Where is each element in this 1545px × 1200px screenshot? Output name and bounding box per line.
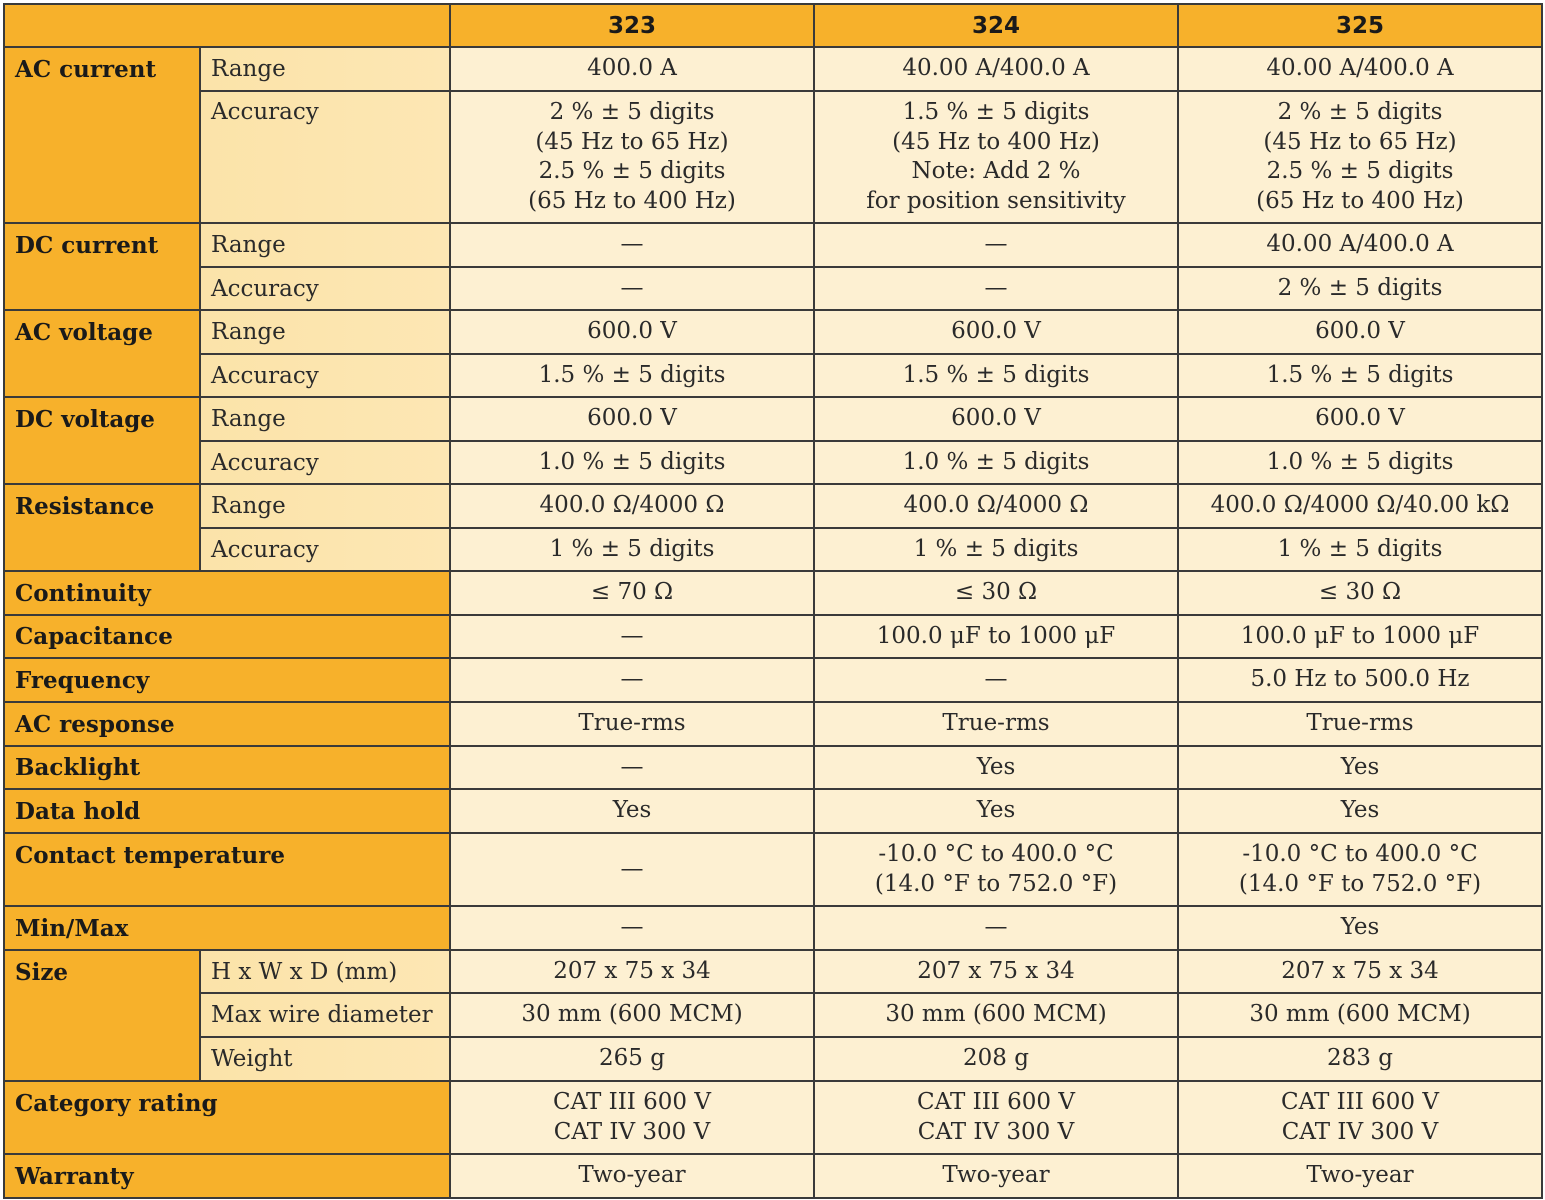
category-data-hold: Data hold bbox=[4, 789, 450, 833]
category-frequency: Frequency bbox=[4, 658, 450, 702]
table-row bbox=[4, 833, 1542, 906]
value-cell bbox=[450, 833, 814, 906]
table-row bbox=[4, 397, 1542, 441]
table-row bbox=[4, 950, 1542, 993]
value-cell: 600.0 V bbox=[814, 397, 1178, 441]
value-cell: — bbox=[814, 658, 1178, 702]
value-cell: 100.0 μF to 1000 μF bbox=[814, 615, 1178, 658]
table-row bbox=[4, 354, 1542, 397]
table-row bbox=[4, 267, 1542, 310]
value-cell: 1 % ± 5 digits bbox=[450, 528, 814, 571]
value-cell bbox=[1178, 833, 1542, 906]
sub-label-range: Range bbox=[200, 47, 450, 91]
table-row bbox=[4, 1037, 1542, 1081]
value-cell: 40.00 A/400.0 A bbox=[1178, 47, 1542, 91]
sub-label-range: Range bbox=[200, 223, 450, 267]
value-cell: 1.0 % ± 5 digits bbox=[450, 441, 814, 484]
value-line: for position sensitivity bbox=[866, 187, 1126, 214]
table-row bbox=[4, 615, 1542, 658]
category-dc-current: DC current bbox=[4, 223, 200, 310]
table-row bbox=[4, 658, 1542, 702]
value-cell: Yes bbox=[1178, 906, 1542, 950]
value-cell: 207 x 75 x 34 bbox=[450, 950, 814, 993]
value-line: -10.0 °C to 400.0 °C bbox=[1242, 841, 1478, 867]
value-cell: — bbox=[450, 746, 814, 789]
sub-label-accuracy: Accuracy bbox=[200, 528, 450, 571]
category-category-rating: Category rating bbox=[4, 1081, 450, 1154]
header-blank-cell bbox=[4, 4, 450, 47]
value-cell: Two-year bbox=[450, 1154, 814, 1198]
value-cell: 400.0 A bbox=[450, 47, 814, 91]
value-line: CAT IV 300 V bbox=[1281, 1118, 1439, 1145]
value-cell: Yes bbox=[450, 789, 814, 833]
value-line: CAT III 600 V bbox=[917, 1089, 1075, 1115]
category-ac-response: AC response bbox=[4, 702, 450, 746]
table-row bbox=[4, 528, 1542, 571]
value-cell: ≤ 30 Ω bbox=[814, 571, 1178, 615]
model-325-header: 325 bbox=[1178, 4, 1542, 47]
value-cell: — bbox=[450, 658, 814, 702]
sub-label-weight: Weight bbox=[200, 1037, 450, 1081]
value-cell: 1 % ± 5 digits bbox=[814, 528, 1178, 571]
value-cell bbox=[450, 91, 814, 223]
value-line: 2 % ± 5 digits bbox=[549, 99, 715, 125]
value-cell: 1 % ± 5 digits bbox=[1178, 528, 1542, 571]
value-cell bbox=[1178, 1081, 1542, 1154]
sub-label-accuracy: Accuracy bbox=[200, 267, 450, 310]
value-cell: 400.0 Ω/4000 Ω bbox=[814, 484, 1178, 528]
value-cell: — bbox=[450, 615, 814, 658]
value-cell: 600.0 V bbox=[1178, 310, 1542, 354]
value-cell: 1.0 % ± 5 digits bbox=[814, 441, 1178, 484]
table-row bbox=[4, 993, 1542, 1037]
sub-label-range: Range bbox=[200, 484, 450, 528]
value-line: (14.0 °F to 752.0 °F) bbox=[874, 870, 1118, 897]
table-row bbox=[4, 1154, 1542, 1198]
value-cell bbox=[450, 1081, 814, 1154]
category-ac-current: AC current bbox=[4, 47, 200, 223]
value-line: — bbox=[620, 855, 644, 882]
value-cell: 100.0 μF to 1000 μF bbox=[1178, 615, 1542, 658]
value-cell: 400.0 Ω/4000 Ω/40.00 kΩ bbox=[1178, 484, 1542, 528]
value-cell: 283 g bbox=[1178, 1037, 1542, 1081]
value-cell: 1.5 % ± 5 digits bbox=[814, 354, 1178, 397]
value-cell: 1.5 % ± 5 digits bbox=[1178, 354, 1542, 397]
table-row bbox=[4, 702, 1542, 746]
model-324-header: 324 bbox=[814, 4, 1178, 47]
value-line: (14.0 °F to 752.0 °F) bbox=[1238, 870, 1482, 897]
sub-label-range: Range bbox=[200, 310, 450, 354]
table-row bbox=[4, 310, 1542, 354]
table-row bbox=[4, 47, 1542, 91]
sub-label-hwd: H x W x D (mm) bbox=[200, 950, 450, 993]
value-line: 2.5 % ± 5 digits bbox=[538, 158, 726, 184]
value-cell bbox=[814, 833, 1178, 906]
category-min-max: Min/Max bbox=[4, 906, 450, 950]
category-capacitance: Capacitance bbox=[4, 615, 450, 658]
value-line: (45 Hz to 65 Hz) bbox=[535, 128, 729, 155]
value-cell: 2 % ± 5 digits bbox=[1178, 267, 1542, 310]
value-line: -10.0 °C to 400.0 °C bbox=[878, 841, 1114, 867]
value-cell: Two-year bbox=[814, 1154, 1178, 1198]
value-cell: 207 x 75 x 34 bbox=[814, 950, 1178, 993]
category-contact-temperature: Contact temperature bbox=[4, 833, 450, 906]
value-cell: 600.0 V bbox=[814, 310, 1178, 354]
value-line: (65 Hz to 400 Hz) bbox=[528, 187, 736, 214]
value-cell: 600.0 V bbox=[450, 310, 814, 354]
category-backlight: Backlight bbox=[4, 746, 450, 789]
value-line: 2 % ± 5 digits bbox=[1277, 99, 1443, 125]
value-cell: True-rms bbox=[450, 702, 814, 746]
value-cell bbox=[1178, 91, 1542, 223]
value-cell: 30 mm (600 MCM) bbox=[450, 993, 814, 1037]
sub-label-wire: Max wire diameter bbox=[200, 993, 450, 1037]
header-row bbox=[4, 4, 1542, 47]
value-line: 2.5 % ± 5 digits bbox=[1266, 158, 1454, 184]
table-row bbox=[4, 789, 1542, 833]
value-cell: 600.0 V bbox=[1178, 397, 1542, 441]
value-cell: — bbox=[450, 906, 814, 950]
model-323-header: 323 bbox=[450, 4, 814, 47]
value-line: (45 Hz to 400 Hz) bbox=[892, 128, 1100, 155]
value-cell: — bbox=[814, 906, 1178, 950]
value-cell: 1.0 % ± 5 digits bbox=[1178, 441, 1542, 484]
value-cell: ≤ 70 Ω bbox=[450, 571, 814, 615]
table-row bbox=[4, 484, 1542, 528]
table-row bbox=[4, 1081, 1542, 1154]
value-line: CAT III 600 V bbox=[1281, 1089, 1439, 1115]
table-row bbox=[4, 746, 1542, 789]
value-cell: Yes bbox=[814, 789, 1178, 833]
sub-label-accuracy: Accuracy bbox=[200, 91, 450, 223]
table-row bbox=[4, 906, 1542, 950]
value-cell: 207 x 75 x 34 bbox=[1178, 950, 1542, 993]
category-warranty: Warranty bbox=[4, 1154, 450, 1198]
value-cell bbox=[814, 1081, 1178, 1154]
value-cell: — bbox=[450, 267, 814, 310]
value-cell: 208 g bbox=[814, 1037, 1178, 1081]
value-cell: — bbox=[814, 267, 1178, 310]
value-cell: ≤ 30 Ω bbox=[1178, 571, 1542, 615]
sub-label-accuracy: Accuracy bbox=[200, 441, 450, 484]
value-cell: 40.00 A/400.0 A bbox=[1178, 223, 1542, 267]
table-row bbox=[4, 571, 1542, 615]
value-cell: 40.00 A/400.0 A bbox=[814, 47, 1178, 91]
value-line: CAT IV 300 V bbox=[553, 1118, 711, 1145]
value-cell: Yes bbox=[1178, 789, 1542, 833]
value-cell: Yes bbox=[1178, 746, 1542, 789]
value-line: Note: Add 2 % bbox=[911, 158, 1081, 184]
value-cell: Two-year bbox=[1178, 1154, 1542, 1198]
value-cell: True-rms bbox=[814, 702, 1178, 746]
category-dc-voltage: DC voltage bbox=[4, 397, 200, 484]
value-cell: 600.0 V bbox=[450, 397, 814, 441]
table-row bbox=[4, 91, 1542, 223]
spec-table bbox=[3, 3, 1543, 1199]
sub-label-accuracy: Accuracy bbox=[200, 354, 450, 397]
value-cell: True-rms bbox=[1178, 702, 1542, 746]
value-cell: 30 mm (600 MCM) bbox=[1178, 993, 1542, 1037]
value-cell: 265 g bbox=[450, 1037, 814, 1081]
category-ac-voltage: AC voltage bbox=[4, 310, 200, 397]
table-row bbox=[4, 223, 1542, 267]
value-cell: — bbox=[450, 223, 814, 267]
value-cell: 5.0 Hz to 500.0 Hz bbox=[1178, 658, 1542, 702]
value-line: (65 Hz to 400 Hz) bbox=[1256, 187, 1464, 214]
value-cell: — bbox=[814, 223, 1178, 267]
sub-label-range: Range bbox=[200, 397, 450, 441]
value-cell: Yes bbox=[814, 746, 1178, 789]
category-resistance: Resistance bbox=[4, 484, 200, 571]
value-cell: 30 mm (600 MCM) bbox=[814, 993, 1178, 1037]
category-continuity: Continuity bbox=[4, 571, 450, 615]
category-size: Size bbox=[4, 950, 200, 1081]
value-line: CAT III 600 V bbox=[553, 1089, 711, 1115]
value-line: CAT IV 300 V bbox=[917, 1118, 1075, 1145]
value-cell: 400.0 Ω/4000 Ω bbox=[450, 484, 814, 528]
value-line: (45 Hz to 65 Hz) bbox=[1263, 128, 1457, 155]
value-cell bbox=[814, 91, 1178, 223]
value-line: 1.5 % ± 5 digits bbox=[902, 99, 1090, 125]
value-cell: 1.5 % ± 5 digits bbox=[450, 354, 814, 397]
table-row bbox=[4, 441, 1542, 484]
